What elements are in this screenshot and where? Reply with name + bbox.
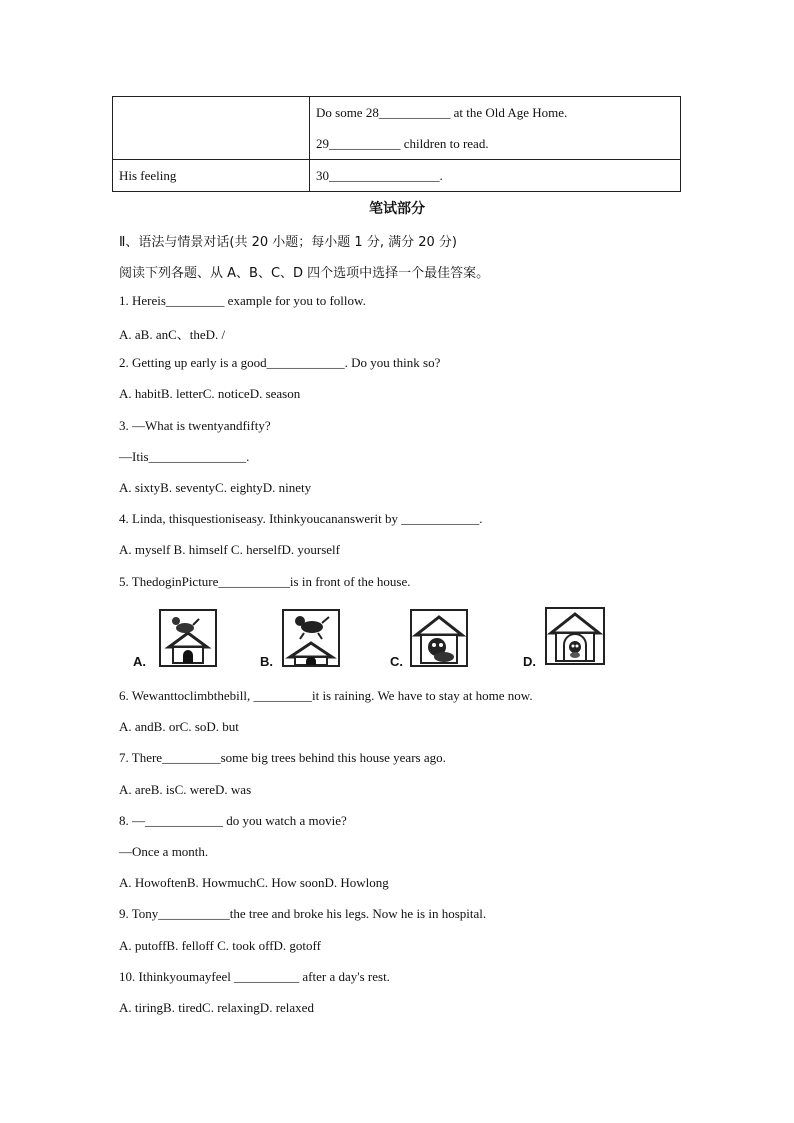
picture-letter: C. — [390, 654, 403, 669]
question-3-reply: —Itis_______________. — [119, 449, 250, 464]
question-4: 4. Linda, thisquestioniseasy. Ithinkyoucananswerit by ____________. — [119, 511, 483, 526]
picture-b — [260, 607, 350, 669]
part-heading: Ⅱ、语法与情景对话(共 20 小题；每小题 1 分, 满分 20 分) — [119, 235, 457, 250]
question-5: 5. ThedoginPicture___________is in front of the house. — [119, 574, 411, 589]
table-line: 29___________ children to read. — [316, 136, 489, 151]
question-3: 3. —What is twentyandfifty? — [119, 418, 271, 433]
question-10-options: A. tiringB. tiredC. relaxingD. relaxed — [119, 1000, 314, 1015]
table-line: Do some 28___________ at the Old Age Home. — [316, 105, 568, 120]
question-9-options: A. putoffB. felloff C. took offD. gotoff — [119, 938, 321, 953]
dog-inside-house-icon — [545, 607, 605, 665]
question-2: 2. Getting up early is a good____________. Do you think so? — [119, 355, 441, 370]
question-1-options: A. aB. anC、theD. / — [119, 327, 226, 342]
question-10: 10. Ithinkyoumayfeel __________ after a day's rest. — [119, 969, 390, 984]
dog-in-front-of-house-icon — [410, 609, 468, 667]
question-6: 6. Wewanttoclimbthebill, _________it is raining. We have to stay at home now. — [119, 688, 533, 703]
picture-d — [523, 607, 613, 669]
question-8-reply: —Once a month. — [119, 844, 209, 859]
picture-letter: D. — [523, 654, 536, 669]
picture-c — [390, 607, 480, 669]
info-table — [112, 96, 681, 192]
question-6-options: A. andB. orC. soD. but — [119, 719, 239, 734]
question-7-options: A. areB. isC. wereD. was — [119, 782, 252, 797]
question-7: 7. There_________some big trees behind this house years ago. — [119, 750, 446, 765]
his-feeling-label: His feeling — [119, 168, 177, 183]
question-2-options: A. habitB. letterC. noticeD. season — [119, 386, 301, 401]
question-3-options: A. sixtyB. seventyC. eightyD. ninety — [119, 480, 312, 495]
table-row — [113, 160, 681, 192]
picture-a — [133, 607, 223, 669]
table-cell-right — [310, 97, 681, 160]
table-cell-left — [113, 97, 310, 160]
question-4-options: A. myself B. himself C. herselfD. yourself — [119, 542, 340, 557]
dog-on-house-icon — [159, 609, 217, 667]
table-cell-left — [113, 160, 310, 192]
table-row — [113, 97, 681, 160]
section-title: 笔试部分 — [369, 201, 425, 217]
question-8: 8. —____________ do you watch a movie? — [119, 813, 347, 828]
question-1: 1. Hereis_________ example for you to follow. — [119, 293, 366, 308]
table-cell-right — [310, 160, 681, 192]
dog-above-house-icon — [282, 609, 340, 667]
question-8-options: A. HowoftenB. HowmuchC. How soonD. Howlong — [119, 875, 389, 890]
question-9: 9. Tony___________the tree and broke his legs. Now he is in hospital. — [119, 906, 487, 921]
instruction: 阅读下列各题、从 A、B、C、D 四个选项中选择一个最佳答案。 — [119, 266, 490, 281]
picture-letter: B. — [260, 654, 273, 669]
picture-letter: A. — [133, 654, 146, 669]
table-line: 30_________________. — [316, 168, 443, 183]
